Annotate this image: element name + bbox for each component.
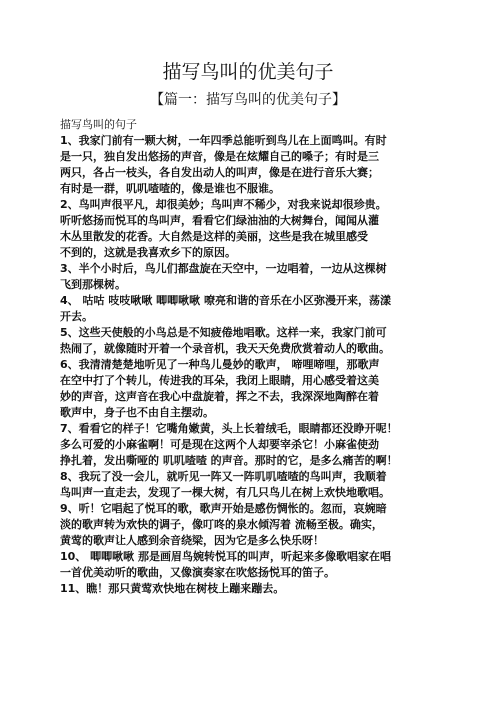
body-line: 有时是一群，叽叽喳喳的，像是谁也不服谁。 xyxy=(60,182,280,195)
body-heading: 描写鸟叫的句子 xyxy=(60,118,137,131)
document-title: 描写鸟叫的优美句子 xyxy=(162,61,334,83)
body-line: 挣扎着，发出嘶哑的 叽叽喳喳 的声音。那时的它，是多么痛苦的啊！ xyxy=(60,454,398,467)
body-line: 一首优美动听的歌曲，又像演奏家在吹悠扬悦耳的笛子。 xyxy=(60,566,335,579)
body-line: 4、 咕咕 吱吱啾啾 唧唧啾啾 嘹亮和谐的音乐在小区弥漫开来，荡漾 xyxy=(60,294,391,307)
body-line: 妙的声音，这声音在我心中盘旋着，挥之不去，我深深地陶醉在着 xyxy=(60,390,379,403)
document-body xyxy=(60,117,440,597)
body-line: 鸟叫声一直走去，发现了一棵大树，有几只鸟儿在树上欢快地歌唱。 xyxy=(60,486,390,499)
body-line: 热闹了，就像随时开着一个录音机，我天天免费欣赏着动人的歌曲。 xyxy=(60,342,390,355)
body-line: 7、看看它的样子！它嘴角嫩黄，头上长着绒毛，眼睛都还没睁开呢！ xyxy=(60,422,398,435)
body-line: 6、我清清楚楚地听见了一种鸟儿曼妙的歌声， 啼哩啼哩，那歌声 xyxy=(60,358,380,371)
body-line: 听听悠扬而悦耳的鸟叫声，看看它们绿油油的大树舞台，闻闻从灌 xyxy=(60,214,379,227)
body-line: 3、半个小时后，鸟儿们都盘旋在天空中，一边唱着，一边从这棵树 xyxy=(60,262,387,275)
body-line: 1、我家门前有一颗大树，一年四季总能听到鸟儿在上面鸣叫。有时 xyxy=(60,134,387,147)
body-line: 飞到那棵树。 xyxy=(60,278,126,291)
body-line: 是一只，独自发出悠扬的声音，像是在炫耀自己的嗓子；有时是三 xyxy=(60,150,379,163)
body-line: 多么可爱的小麻雀啊！可是现在这两个人却要宰杀它！小麻雀使劲 xyxy=(60,438,379,451)
body-line: 10、 唧唧啾啾 那是画眉鸟婉转悦耳的叫声，听起来多像歌唱家在唱 xyxy=(60,550,391,563)
body-line: 9、听！它唱起了悦耳的歌，歌声开始是感伤惆怅的。忽而，哀婉暗 xyxy=(60,502,387,515)
section-heading: 【篇一：描写鸟叫的优美句子】 xyxy=(150,92,346,108)
body-line: 不到的，这就是我喜欢乡下的原因。 xyxy=(60,246,236,259)
body-line: 淡的歌声转为欢快的调子，像叮咚的泉水倾泻着 流畅至极。确实， xyxy=(60,518,383,531)
body-line: 5、这些天使般的小鸟总是不知疲倦地唱歌。这样一来，我家门前可 xyxy=(60,326,387,339)
body-line: 歌声中，身子也不由自主摆动。 xyxy=(60,406,214,419)
body-line: 8、我玩了没一会儿，就听见一阵又一阵叽叽喳喳的鸟叫声，我顺着 xyxy=(60,470,387,483)
body-line: 2、鸟叫声很平凡，却很美妙；鸟叫声不稀少，对我来说却很珍贵。 xyxy=(60,198,387,211)
body-line: 黄莺的歌声让人感到余音绕梁，因为它是多么快乐呀！ xyxy=(60,534,324,547)
body-line: 木丛里散发的花香。大自然是这样的美丽，这些是我在城里感受 xyxy=(60,230,368,243)
body-line: 11、瞧！那只黄莺欢快地在树枝上蹦来蹦去。 xyxy=(60,582,285,595)
body-line: 在空中打了个转儿，传进我的耳朵，我闭上眼睛，用心感受着这美 xyxy=(60,374,379,387)
body-line: 两只，各占一枝头，各自发出动人的叫声，像是在进行音乐大赛； xyxy=(60,166,379,179)
body-line: 开去。 xyxy=(60,310,93,323)
